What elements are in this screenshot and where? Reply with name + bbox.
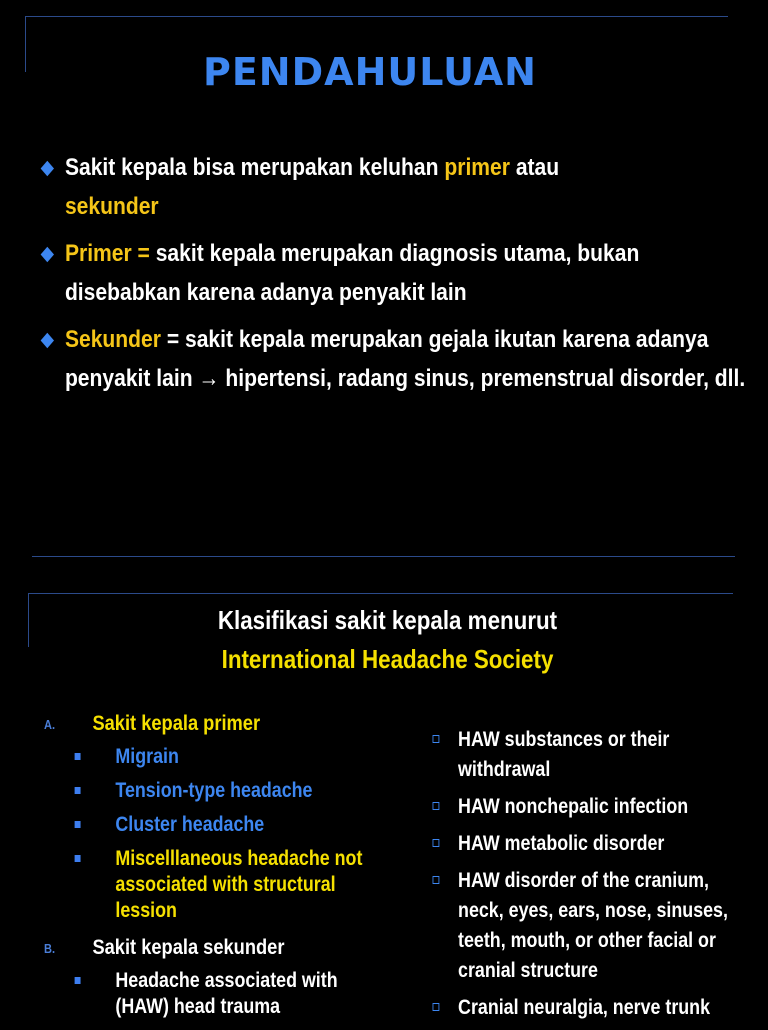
square-bullet-icon (75, 787, 81, 794)
list-item: Cranial neuralgia, nerve trunk (430, 993, 764, 1023)
list-item: HAW substances or their withdrawal (430, 725, 679, 785)
list-item: Tension-type headache (44, 778, 404, 804)
list-item: Migrain (44, 744, 404, 770)
intro-bullet-list (40, 148, 746, 406)
square-bullet-icon (75, 821, 81, 828)
list-item: Miscelllaneous headache not associated with structural lession (44, 846, 370, 924)
slide-klasifikasi (0, 580, 768, 1024)
section-b-heading: B. Sakit kepala sekunder (44, 935, 285, 959)
left-border-line (28, 593, 29, 647)
list-item: Headache associated with (HAW) head trauma (44, 968, 353, 1020)
list-item: HAW disorder of the cranium, neck, eyes, ears, nose, sinuses, teeth, mouth, or other facial or cranial structure (430, 866, 739, 986)
hollow-square-bullet-icon (433, 1003, 440, 1011)
hollow-square-bullet-icon (433, 802, 440, 810)
slide-title-line2: International Headache Society (221, 644, 554, 674)
diamond-bullet-icon (41, 161, 54, 177)
list-item: HAW nonchepalic infection (430, 792, 764, 822)
diamond-bullet-icon (41, 247, 54, 263)
hollow-square-bullet-icon (433, 735, 440, 743)
intro-bullet-item: Sakit kepala bisa merupakan keluhan primer atau sekunder (40, 148, 753, 226)
section-a-list (44, 744, 367, 924)
hollow-square-bullet-icon (433, 876, 440, 884)
left-column (44, 708, 424, 1028)
intro-bullet-item: Primer = sakit kepala merupakan diagnosis utama, bukan disebabkan karena adanya penyakit lain (40, 234, 753, 312)
intro-bullet-item: Sekunder = sakit kepala merupakan gejala ikutan karena adanya penyakit lain → hipertensi, radang sinus, premenstrual disorder, dll. (40, 320, 753, 398)
section-b-list (44, 968, 367, 1020)
diamond-bullet-icon (41, 333, 54, 349)
square-bullet-icon (75, 855, 81, 862)
slide-title-line1: Klasifikasi sakit kepala menurut (217, 605, 558, 635)
top-border-line (28, 593, 733, 594)
hollow-square-bullet-icon (433, 839, 440, 847)
square-bullet-icon (75, 977, 81, 984)
top-border-line (25, 16, 728, 17)
slide-title: PENDAHULUAN (203, 50, 537, 94)
square-bullet-icon (75, 753, 81, 760)
list-item: HAW metabolic disorder (430, 829, 764, 859)
list-item: Cluster headache (44, 812, 404, 838)
right-column (430, 725, 760, 1030)
slide-bottom-line (32, 556, 735, 557)
section-a-heading: A. Sakit kepala primer (44, 711, 261, 735)
haw-list (430, 725, 728, 1023)
